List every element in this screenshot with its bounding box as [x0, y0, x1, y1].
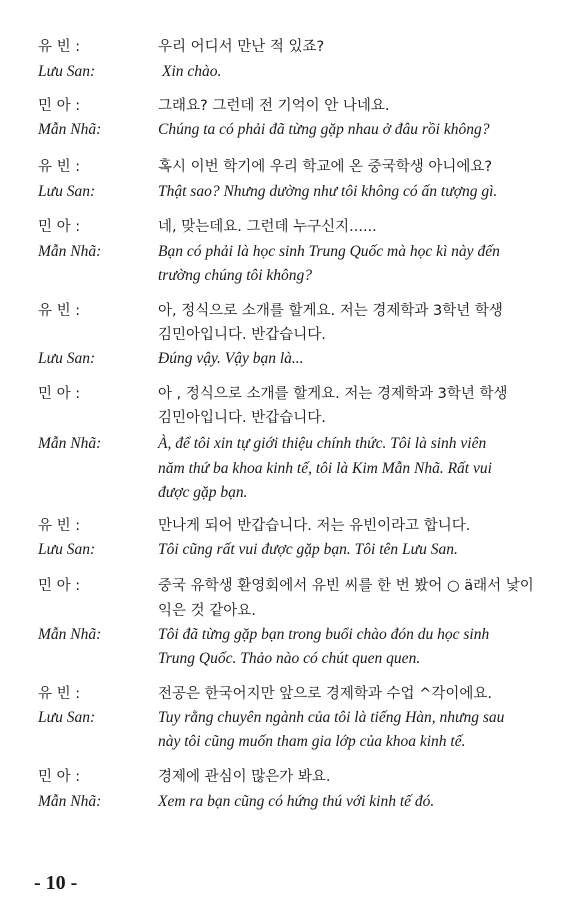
- dialogue-text: 경제에 관심이 많은가 봐요.: [158, 769, 331, 785]
- dialogue-line: [0, 600, 576, 624]
- speaker-label: Mẫn Nhã:: [38, 243, 102, 260]
- dialogue-text: 김민아입니다. 반갑습니다.: [158, 410, 326, 426]
- speaker-label: Mẫn Nhã:: [38, 435, 102, 452]
- dialogue-text: Tôi đã từng gặp bạn trong buổi chào đón du học sinh: [158, 626, 490, 643]
- dialogue-line: [0, 624, 576, 648]
- dialogue-text: 익은 것 같아요.: [158, 603, 256, 619]
- dialogue-line: [0, 156, 576, 180]
- dialogue-text: 김민아입니다. 반갑습니다.: [158, 327, 326, 343]
- speaker-label: 유 빈 :: [38, 686, 81, 702]
- dialogue-text: 전공은 한국어지만 앞으로 경제학과 수업 ^각이에요.: [158, 686, 492, 702]
- speaker-label: Mẫn Nhã:: [38, 121, 102, 138]
- dialogue-line: [0, 539, 576, 563]
- dialogue-text: trường chúng tôi không?: [158, 267, 313, 284]
- dialogue-text: Chúng ta có phải đã từng gặp nhau ở đâu rồi không?: [158, 121, 490, 138]
- dialogue-text: Bạn có phải là học sinh Trung Quốc mà học kì này đến: [158, 243, 500, 260]
- dialogue-line: [0, 482, 576, 506]
- speaker-label: 유 빈 :: [38, 303, 81, 319]
- dialogue-line: [0, 36, 576, 60]
- speaker-label: 민 아 :: [38, 769, 81, 785]
- dialogue-text: năm thứ ba khoa kinh tế, tôi là Kim Mẫn Nhã. Rất vui: [158, 460, 492, 477]
- dialogue-line: [0, 216, 576, 240]
- speaker-label: Lưu San:: [38, 541, 96, 558]
- dialogue-text: À, để tôi xin tự giới thiệu chính thức. Tôi là sinh viên: [158, 435, 487, 452]
- dialogue-text: Đúng vậy. Vậy bạn là...: [158, 350, 304, 367]
- dialogue-line: [0, 433, 576, 457]
- speaker-label: Lưu San:: [38, 63, 96, 80]
- dialogue-line: [0, 575, 576, 599]
- dialogue-line: [0, 458, 576, 482]
- speaker-label: 유 빈 :: [38, 39, 81, 55]
- speaker-label: 민 아 :: [38, 386, 81, 402]
- dialogue-text: Thật sao? Nhưng dường như tôi không có ấn tượng gì.: [158, 183, 498, 200]
- dialogue-text: được gặp bạn.: [158, 484, 248, 501]
- dialogue-line: [0, 119, 576, 143]
- dialogue-text: 아 , 정식으로 소개를 할게요. 저는 경제학과 3학년 학생: [158, 386, 508, 402]
- dialogue-text: 네, 맞는데요. 그런데 누구신지......: [158, 219, 377, 235]
- dialogue-line: [0, 683, 576, 707]
- dialogue-line: [0, 731, 576, 755]
- dialogue-line: [0, 766, 576, 790]
- dialogue-text: 혹시 이번 학기에 우리 학교에 온 중국학생 아니에요?: [158, 159, 493, 175]
- dialogue-line: [0, 515, 576, 539]
- dialogue-text: 만나게 되어 반갑습니다. 저는 유빈이라고 합니다.: [158, 518, 471, 534]
- dialogue-line: [0, 95, 576, 119]
- dialogue-line: [0, 61, 576, 85]
- speaker-label: 유 빈 :: [38, 159, 81, 175]
- speaker-label: 민 아 :: [38, 219, 81, 235]
- speaker-label: 유 빈 :: [38, 518, 81, 534]
- speaker-label: Lưu San:: [38, 709, 96, 726]
- dialogue-text: Tôi cũng rất vui được gặp bạn. Tôi tên Lưu San.: [158, 541, 458, 558]
- speaker-label: 민 아 :: [38, 578, 81, 594]
- dialogue-line: [0, 241, 576, 265]
- dialogue-line: [0, 300, 576, 324]
- dialogue-text: Xem ra bạn cũng có hứng thú với kinh tế đó.: [158, 793, 435, 810]
- dialogue-text: 그래요? 그런데 전 기억이 안 나네요.: [158, 98, 390, 114]
- dialogue-text: này tôi cũng muốn tham gia lớp của khoa kinh tế.: [158, 733, 466, 750]
- dialogue-line: [0, 707, 576, 731]
- dialogue-text: 우리 어디서 만난 적 있죠?: [158, 39, 325, 55]
- dialogue-line: [0, 348, 576, 372]
- speaker-label: 민 아 :: [38, 98, 81, 114]
- page-number: - 10 -: [34, 872, 78, 894]
- dialogue-line: [0, 791, 576, 815]
- dialogue-text: 아, 정식으로 소개를 할게요. 저는 경제학과 3학년 학생: [158, 303, 503, 319]
- speaker-label: Lưu San:: [38, 350, 96, 367]
- dialogue-text: Xin chào.: [162, 63, 222, 80]
- dialogue-line: [0, 383, 576, 407]
- dialogue-line: [0, 181, 576, 205]
- dialogue-text: Trung Quốc. Thảo nào có chút quen quen.: [158, 650, 421, 667]
- dialogue-line: [0, 648, 576, 672]
- speaker-label: Mẫn Nhã:: [38, 793, 102, 810]
- dialogue-line: [0, 324, 576, 348]
- dialogue-text: 중국 유학생 환영회에서 유빈 씨를 한 번 봤어 ○ ä래서 낯이: [158, 578, 534, 594]
- dialogue-line: [0, 265, 576, 289]
- speaker-label: Mẫn Nhã:: [38, 626, 102, 643]
- dialogue-line: [0, 407, 576, 431]
- speaker-label: Lưu San:: [38, 183, 96, 200]
- dialogue-text: Tuy rằng chuyên ngành của tôi là tiếng Hàn, nhưng sau: [158, 709, 505, 726]
